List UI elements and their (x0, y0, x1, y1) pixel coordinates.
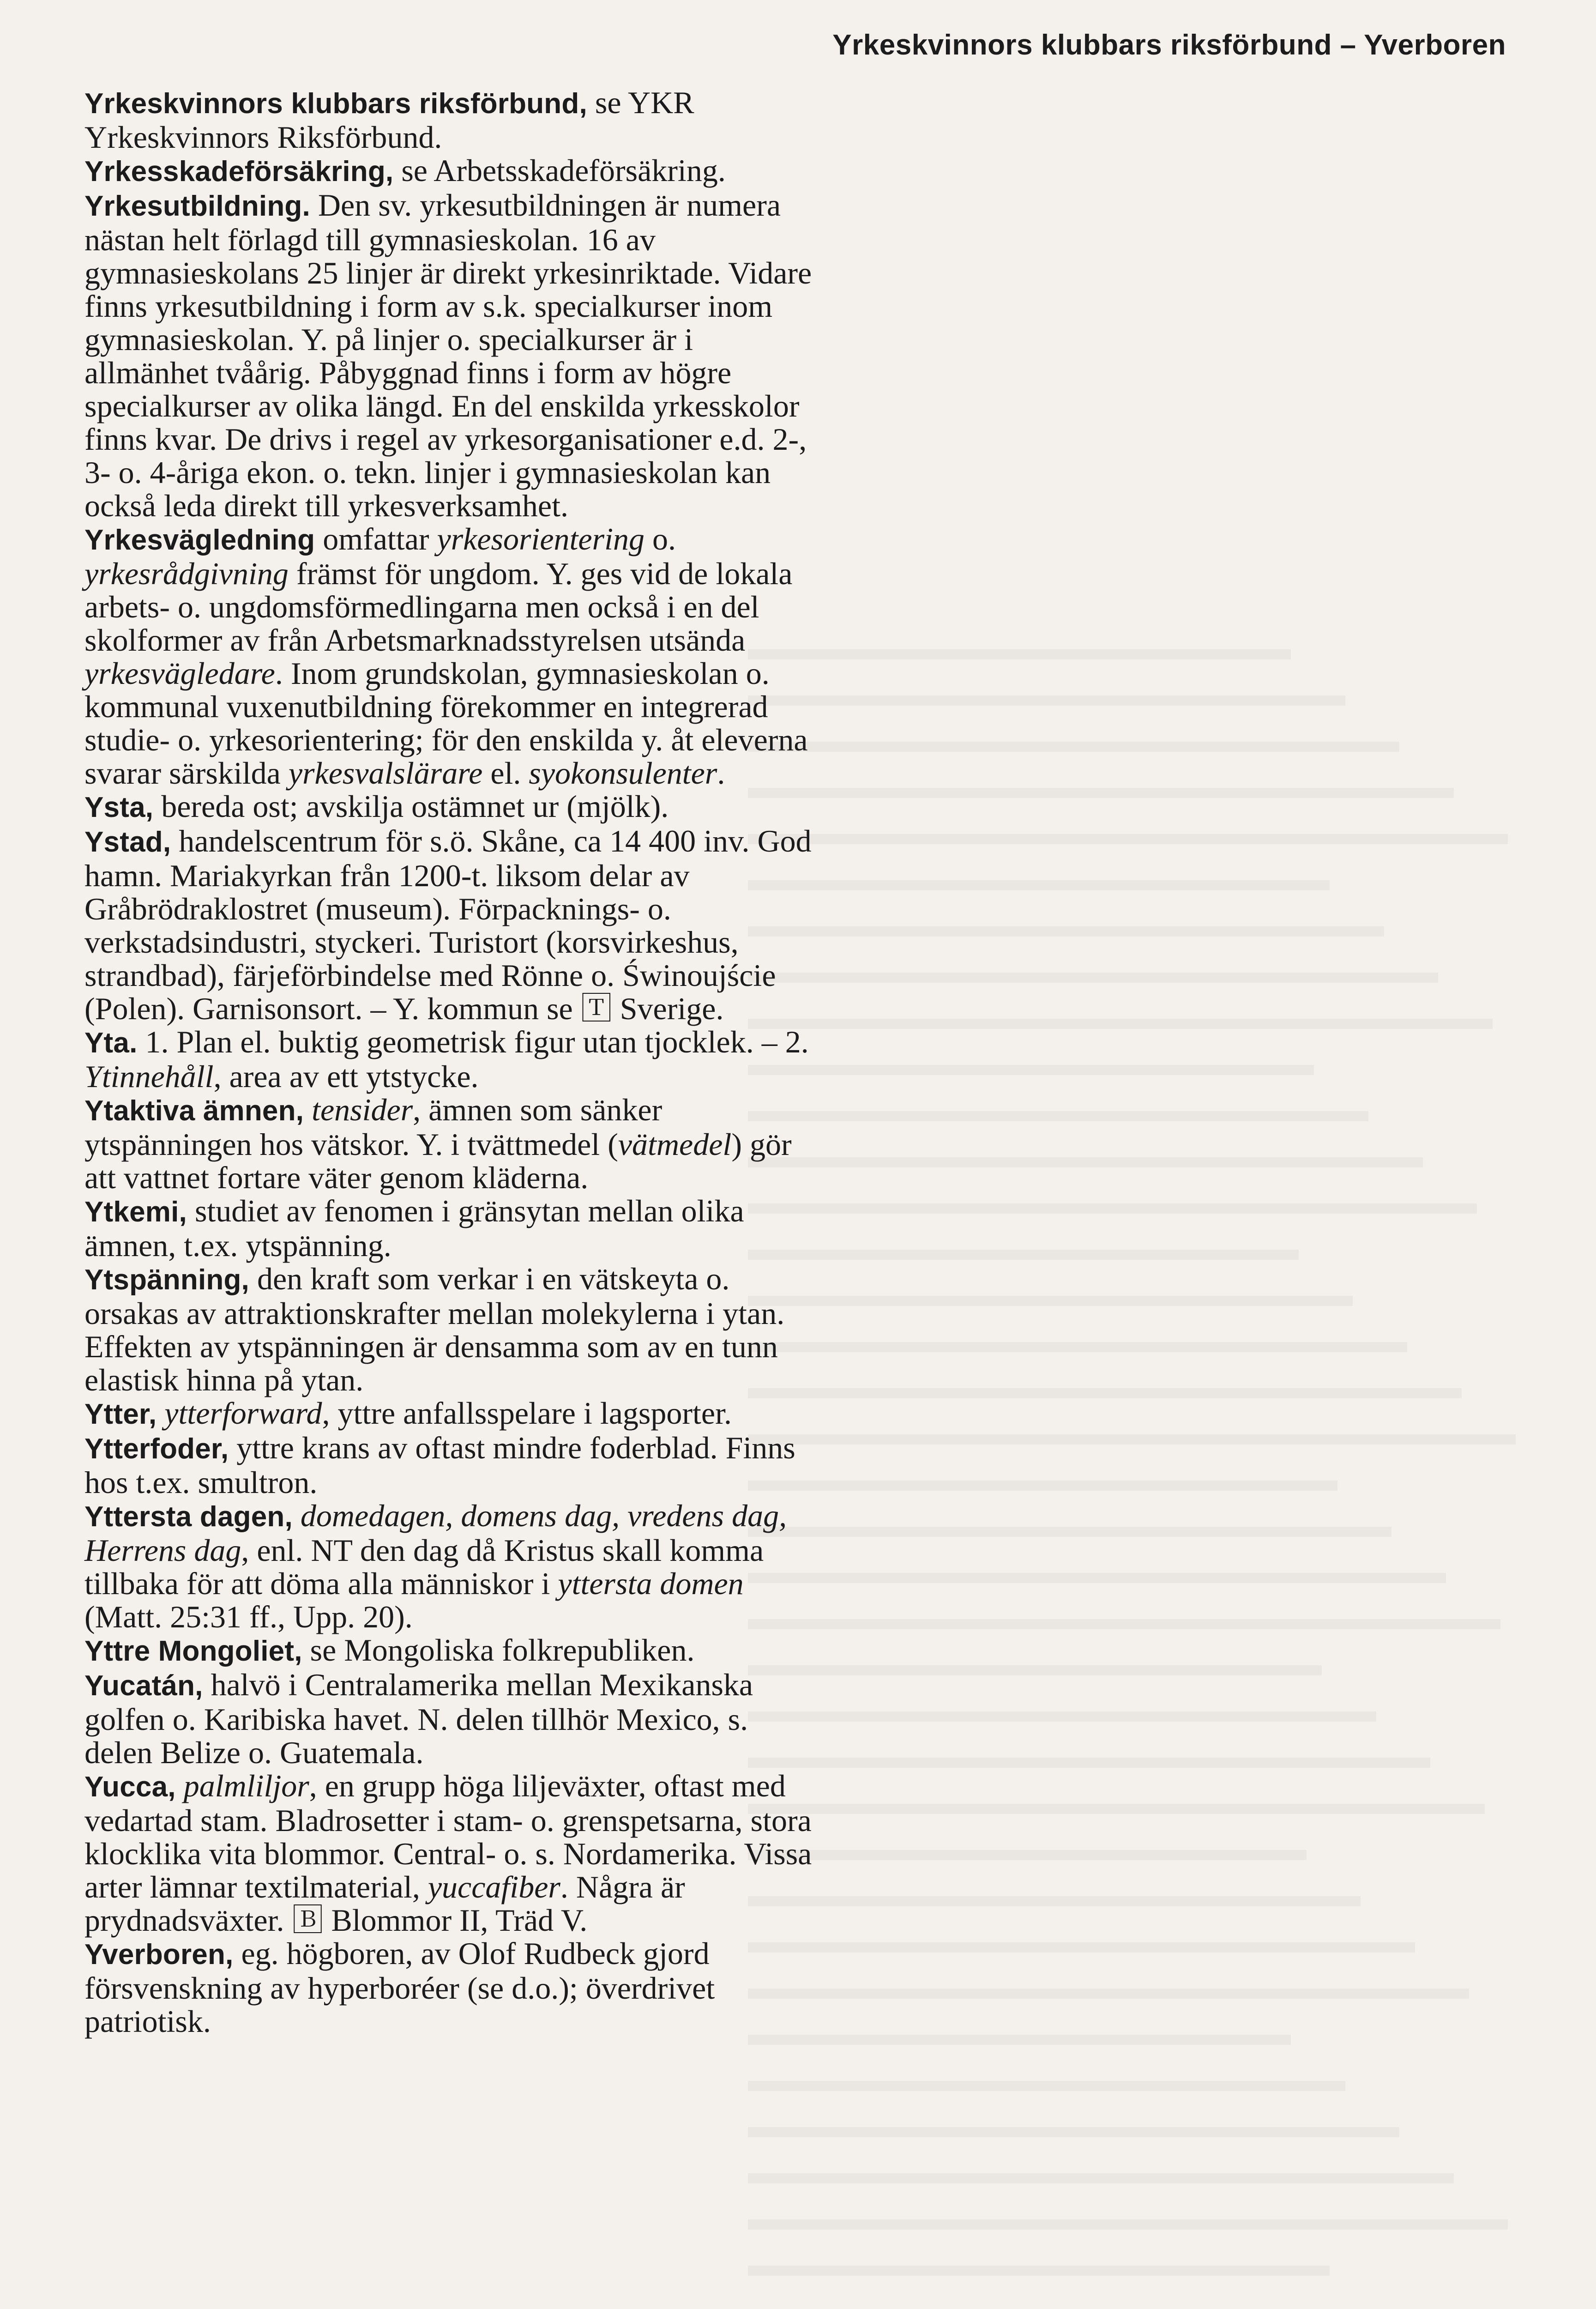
entry-definition-text: ) gör att vattnet fortare väter genom kläderna. (84, 1127, 792, 1195)
entry-definition-text: o. (644, 521, 676, 556)
entry-definition-text: omfattar (315, 521, 437, 556)
dictionary-entry (84, 1194, 823, 1262)
dictionary-entry (84, 790, 823, 824)
show-through-line (748, 834, 1524, 868)
entry-definition-text: , enl. NT den dag då Kristus skall komma tillbaka för att döma alla människor i (84, 1533, 764, 1601)
entry-headword: Yrkesutbildning. (84, 190, 310, 222)
show-through-line (748, 742, 1524, 776)
entry-italic-term: yrkesrådgivning (84, 556, 289, 591)
show-through-line (748, 2035, 1524, 2069)
dictionary-entry (84, 1431, 823, 1499)
entry-definition-text: halvö i Centralamerika mellan Mexikanska golfen o. Karibiska havet. N. delen tillhör Mexico, s. delen Belize o. Guatemala. (84, 1667, 753, 1770)
show-through-line (748, 1157, 1524, 1191)
entry-definition-text: (Matt. 25:31 ff., Upp. 20). (84, 1599, 413, 1634)
show-through-line (748, 1804, 1524, 1838)
entry-headword: Yttre Mongoliet, (84, 1635, 302, 1667)
dictionary-entry (84, 1025, 823, 1093)
entry-italic-term: vätmedel (618, 1127, 732, 1162)
entry-definition-text: den kraft som verkar i en vätskeyta o. orsakas av attraktionskrafter mellan molekylerna i ytan. Effekten av ytspänningen är densamma som av en tunn elastisk hinna på ytan. (84, 1261, 785, 1397)
show-through-line (748, 695, 1524, 730)
running-head: Yrkeskvinnors klubbars riksförbund – Yverboren (832, 29, 1506, 61)
entry-headword: Yrkeskvinnors klubbars riksförbund, (84, 88, 587, 120)
entry-italic-term: domedagen, domens dag, vredens dag, Herrens dag (84, 1498, 787, 1568)
entry-headword: Yucca, (84, 1771, 176, 1803)
entry-headword: Ytkemi, (84, 1196, 187, 1228)
entry-italic-term: tensider (312, 1092, 413, 1127)
show-through-line (748, 2081, 1524, 2115)
dictionary-entry (84, 522, 823, 790)
entry-definition-text: 1. Plan el. buktig geometrisk figur utan tjocklek. – 2. (137, 1024, 809, 1059)
entry-italic-term: palmliljor (183, 1768, 309, 1803)
entry-definition-text: bereda ost; avskilja ostämnet ur (mjölk). (153, 789, 669, 824)
show-through-line (748, 1758, 1524, 1792)
entry-definition-text (176, 1768, 184, 1803)
dictionary-entry (84, 1769, 823, 1937)
entry-italic-term: yrkesvägledare (84, 656, 275, 691)
entry-definition-text (157, 1396, 164, 1431)
entry-headword: Ystad, (84, 826, 171, 858)
show-through-line (748, 1573, 1524, 1607)
dictionary-entry (84, 1093, 823, 1194)
show-through-line (748, 973, 1524, 1007)
dictionary-entry (84, 1668, 823, 1769)
entry-italic-term: yrkesorientering (437, 521, 644, 556)
show-through-line (748, 1850, 1524, 1884)
entry-definition-text: handelscentrum för s.ö. Skåne, ca 14 400 inv. God hamn. Mariakyrkan från 1200-t. liksom delar av Gråbrödraklostret (museum). Förpacknings- o. verkstadsindustri, styckeri. Turistort (korsvirkeshus, strandbad), färjeförbindelse med Rönne o. Świnoujście (Polen). Garnisonsort. – Y. kommun se 🅃 Sverige. (84, 823, 812, 1026)
show-through-line (748, 1989, 1524, 2023)
show-through-line (748, 1388, 1524, 1422)
entry-column (84, 86, 823, 2038)
show-through-line (748, 1527, 1524, 1561)
show-through-line (748, 1296, 1524, 1330)
entry-italic-term: syokonsulenter (529, 756, 717, 791)
show-through-line (748, 2127, 1524, 2161)
entry-headword: Ytterfoder, (84, 1433, 229, 1465)
show-through-line (748, 1942, 1524, 1977)
entry-definition-text: , en grupp höga liljeväxter, oftast med vedartad stam. Bladrosetter i stam- o. grenspetsarna, stora klocklika vita blommor. Central- o. s. Nordamerika. Vissa arter lämnar textilmaterial, (84, 1768, 812, 1904)
entry-headword: Yrkesskadeförsäkring, (84, 156, 394, 187)
show-through-line (748, 1711, 1524, 1746)
show-through-line (748, 1019, 1524, 1053)
entry-definition-text: , area av ett ytstycke. (213, 1059, 479, 1094)
entry-headword: Ytaktiva ämnen, (84, 1095, 304, 1127)
entry-definition-text: . (717, 756, 725, 791)
show-through-line (748, 926, 1524, 961)
show-through-line (748, 1665, 1524, 1699)
dictionary-entry (84, 154, 823, 188)
dictionary-entry (84, 824, 823, 1025)
entry-italic-term: yttersta domen (558, 1566, 744, 1601)
show-through-line (748, 788, 1524, 822)
show-through-text (748, 637, 1524, 2309)
entry-headword: Ysta, (84, 792, 154, 823)
entry-definition-text: yttre krans av oftast mindre foderblad. Finns hos t.ex. smultron. (84, 1430, 795, 1500)
dictionary-entry (84, 1499, 823, 1633)
dictionary-entry (84, 1937, 823, 2038)
entry-italic-term: ytterforward (164, 1396, 322, 1431)
dictionary-entry (84, 188, 823, 522)
entry-definition-text: , yttre anfallsspelare i lagsporter. (322, 1396, 732, 1431)
entry-definition-text: , ämnen som sänker ytspänningen hos vätskor. Y. i tvättmedel ( (84, 1092, 662, 1162)
show-through-line (748, 1111, 1524, 1145)
show-through-line (748, 2266, 1524, 2300)
entry-headword: Yttersta dagen, (84, 1501, 293, 1533)
show-through-line (748, 1481, 1524, 1515)
entry-italic-term: yrkesvalslärare (288, 756, 483, 791)
entry-definition-text (304, 1092, 312, 1127)
entry-headword: Yverboren, (84, 1939, 234, 1971)
show-through-line (748, 2173, 1524, 2207)
dictionary-entry (84, 86, 823, 154)
entry-definition-text: se YKR Yrkeskvinnors Riksförbund. (84, 85, 694, 155)
show-through-line (748, 1896, 1524, 1930)
entry-headword: Ytter, (84, 1398, 157, 1430)
show-through-line (748, 880, 1524, 914)
entry-definition-text: eg. högboren, av Olof Rudbeck gjord försvenskning av hyperboréer (se d.o.); överdrivet patriotisk. (84, 1936, 715, 2039)
show-through-line (748, 1250, 1524, 1284)
entry-headword: Yta. (84, 1027, 138, 1059)
dictionary-entry (84, 1262, 823, 1396)
entry-italic-term: yuccafiber (428, 1869, 560, 1904)
show-through-line (748, 1619, 1524, 1653)
show-through-line (748, 649, 1524, 683)
entry-headword: Ytspänning, (84, 1264, 249, 1296)
entry-definition-text: se Mongoliska folkrepubliken. (302, 1632, 695, 1668)
entry-headword: Yrkesvägledning (84, 524, 315, 556)
show-through-line (748, 1342, 1524, 1376)
show-through-line (748, 1203, 1524, 1238)
entry-definition-text: . Några är prydnadsväxter. 🄱 Blommor II, Träd V. (84, 1869, 685, 1938)
entry-headword: Yucatán, (84, 1670, 203, 1702)
show-through-line (748, 1434, 1524, 1469)
dictionary-entry (84, 1633, 823, 1668)
entry-definition-text: studiet av fenomen i gränsytan mellan olika ämnen, t.ex. ytspänning. (84, 1193, 744, 1263)
entry-italic-term: Ytinnehåll (84, 1059, 214, 1094)
entry-definition-text: främst för ungdom. Y. ges vid de lokala arbets- o. ungdomsförmedlingarna men också i en del skolformer av från Arbetsmarknadsstyrelsen utsända (84, 556, 793, 658)
entry-definition-text: . Inom grundskolan, gymnasieskolan o. kommunal vuxenutbildning förekommer en integrerad studie- o. yrkesorientering; för den enskilda y. åt eleverna svarar särskilda (84, 656, 808, 791)
entry-definition-text: el. (482, 756, 529, 791)
entry-definition-text: Den sv. yrkesutbildningen är numera nästan helt förlagd till gymnasieskolan. 16 av gymnasieskolans 25 linjer är direkt yrkesinriktade. Vidare finns yrkesutbildning i form av s.k. specialkurser inom gymnasieskolan. Y. på linjer o. specialkurser är i allmänhet tvåårig. Påbyggnad finns i form av högre specialkurser av olika längd. En del enskilda yrkesskolor finns kvar. De drivs i regel av yrkesorganisationer e.d. 2-, 3- o. 4-åriga ekon. o. tekn. linjer i gymnasieskolan kan också leda direkt till yrkesverksamhet. (84, 187, 812, 523)
show-through-line (748, 1065, 1524, 1099)
dictionary-entry (84, 1396, 823, 1431)
entry-definition-text: se Arbetsskadeförsäkring. (393, 153, 726, 188)
entry-definition-text (293, 1498, 301, 1533)
show-through-line (748, 2219, 1524, 2254)
